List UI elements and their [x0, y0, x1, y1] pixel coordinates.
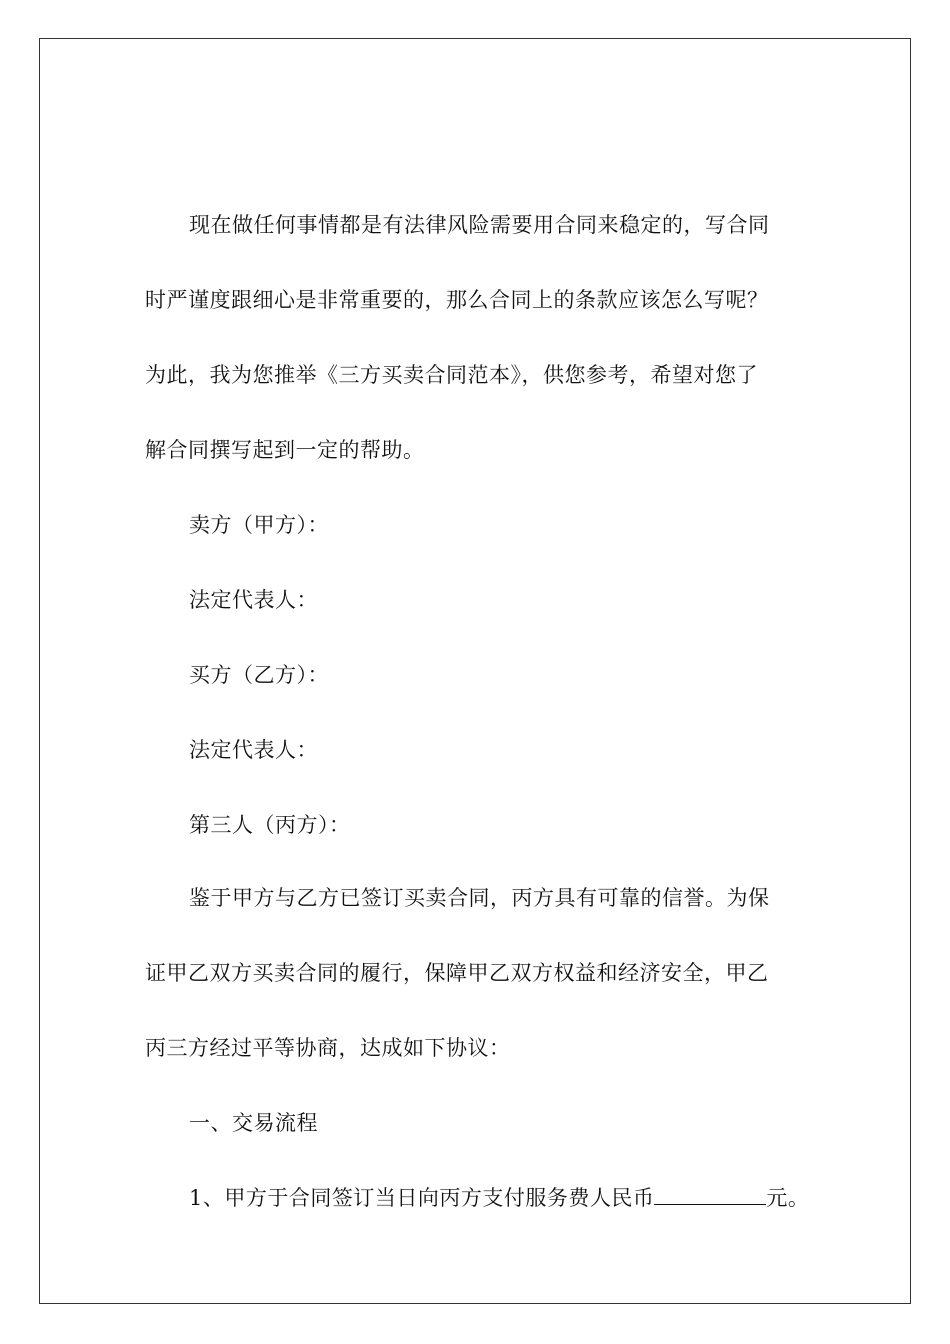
intro-line-1: 现在做任何事情都是有法律风险需要用合同来稳定的，写合同 [189, 213, 770, 237]
clause-1-unit: 元。 [766, 1186, 810, 1210]
clause-1-text: 1、甲方于合同签订当日向丙方支付服务费人民币 [189, 1186, 655, 1210]
buyer-label: 买方（乙方）： [189, 663, 329, 687]
preamble-line-3: 丙三方经过平等协商，达成如下协议： [145, 1036, 511, 1060]
section-1-title: 一、交易流程 [189, 1111, 318, 1135]
preamble-line-1: 鉴于甲方与乙方已签订买卖合同，丙方具有可靠的信誉。为保 [189, 886, 770, 910]
intro-line-2: 时严谨度跟细心是非常重要的，那么合同上的条款应该怎么写呢？ [145, 288, 769, 312]
amount-blank [654, 1184, 766, 1205]
clause-1 [189, 1184, 839, 1212]
intro-line-4: 解合同撰写起到一定的帮助。 [145, 438, 425, 462]
third-party-label: 第三人（丙方）： [189, 813, 351, 837]
seller-label: 卖方（甲方）： [189, 513, 329, 537]
buyer-representative-label: 法定代表人： [189, 738, 318, 762]
intro-line-3: 为此，我为您推举《三方买卖合同范本》，供您参考，希望对您了 [145, 363, 758, 387]
preamble-line-2: 证甲乙双方买卖合同的履行，保障甲乙双方权益和经济安全，甲乙 [145, 961, 769, 985]
seller-representative-label: 法定代表人： [189, 588, 318, 612]
